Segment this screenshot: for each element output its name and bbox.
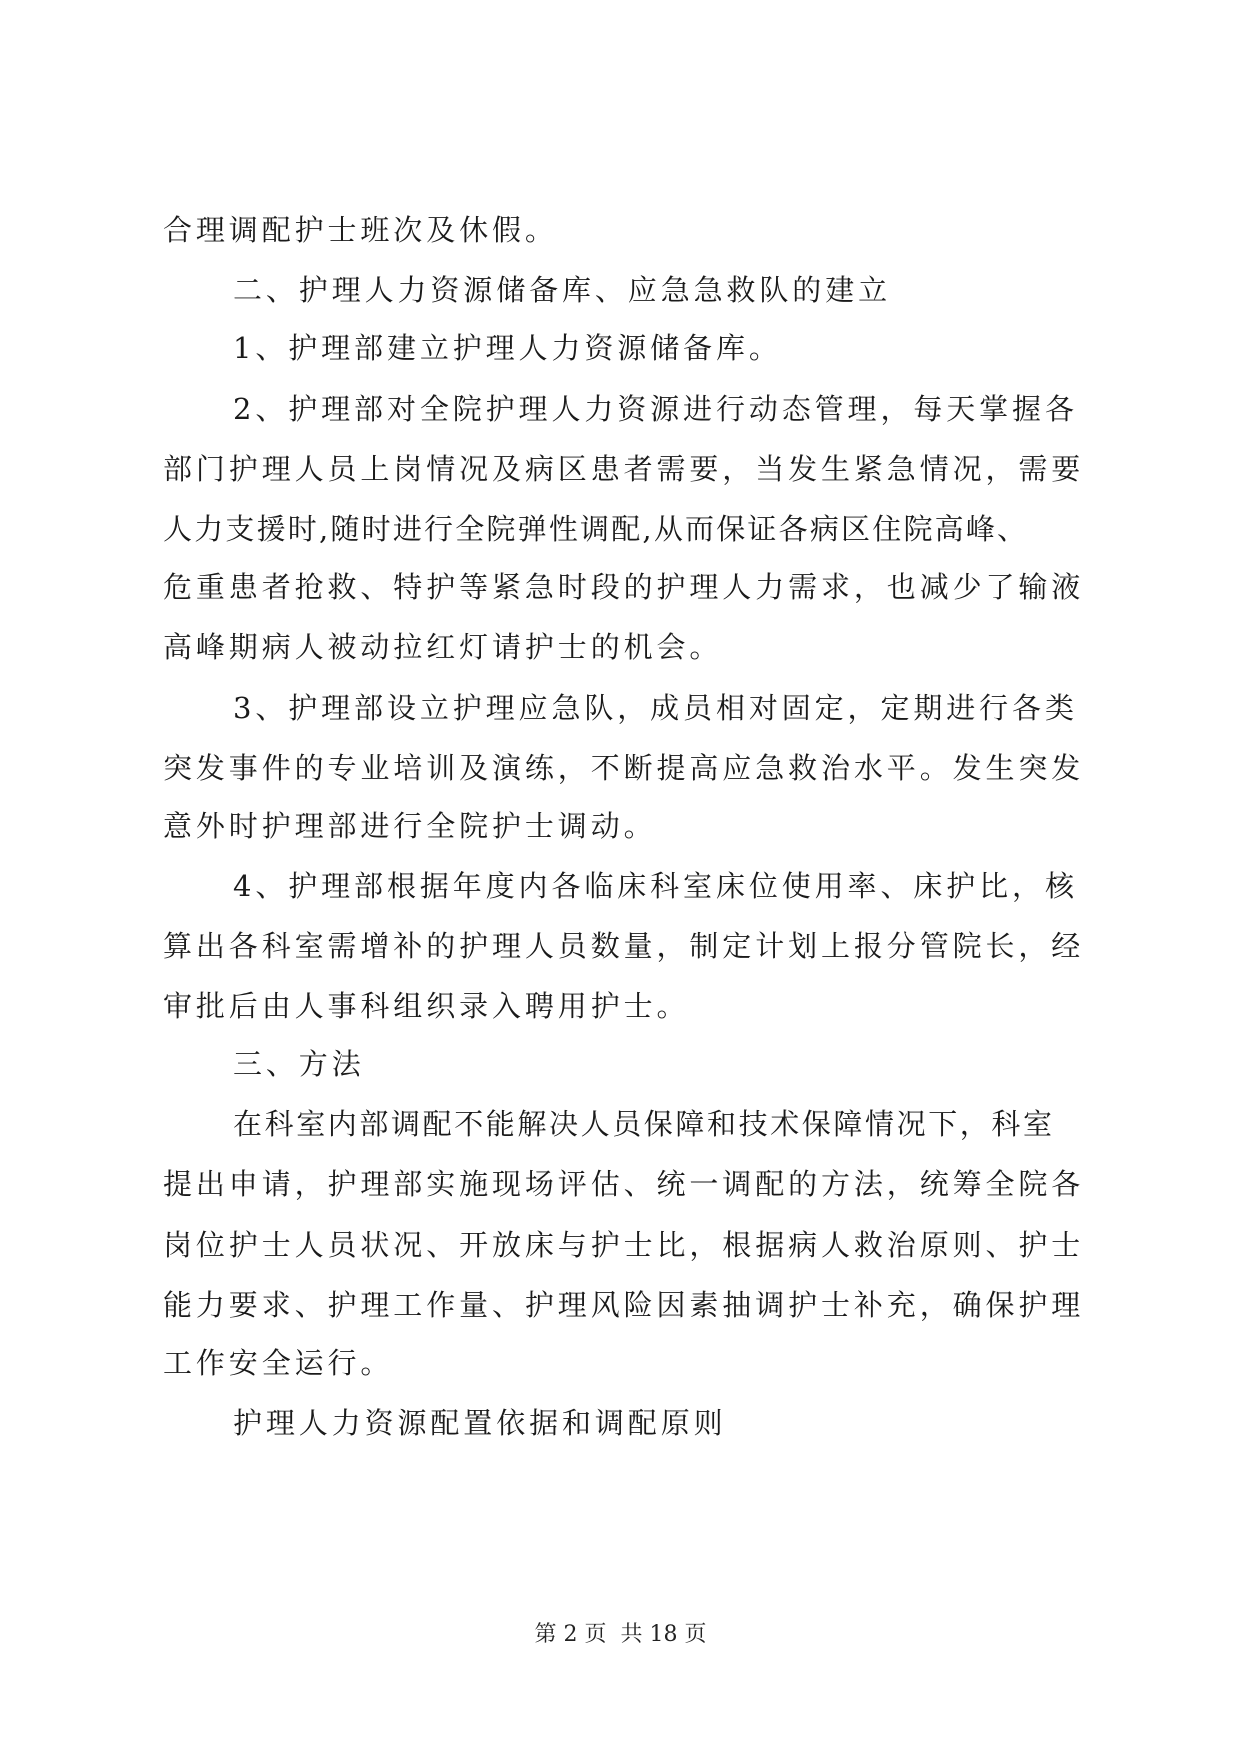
text-line-10: 突发事件的专业培训及演练，不断提高应急救治水平。发生突发	[163, 751, 1085, 785]
text-line-6: 人力支援时,随时进行全院弹性调配,从而保证各病区住院高峰、	[163, 512, 1029, 546]
text-line-13: 算出各科室需增补的护理人员数量，制定计划上报分管院长，经	[163, 929, 1085, 963]
section-heading-2: 二、护理人力资源储备库、应急急救队的建立	[233, 273, 892, 307]
text-line-8: 高峰期病人被动拉红灯请护士的机会。	[163, 630, 723, 664]
page-footer	[0, 1620, 1241, 1650]
text-line-1: 合理调配护士班次及休假。	[163, 213, 558, 247]
text-line-20: 工作安全运行。	[163, 1346, 394, 1380]
text-line-17: 提出申请，护理部实施现场评估、统一调配的方法，统筹全院各	[163, 1167, 1085, 1201]
text-line-3: 1、护理部建立护理人力资源储备库。	[233, 331, 782, 365]
text-line-7: 危重患者抢救、特护等紧急时段的护理人力需求，也减少了输液	[163, 570, 1085, 604]
text-line-11: 意外时护理部进行全院护士调动。	[163, 809, 657, 843]
text-line-12: 4、护理部根据年度内各临床科室床位使用率、床护比，核	[233, 869, 1078, 903]
text-line-16: 在科室内部调配不能解决人员保障和技术保障情况下，科室	[233, 1107, 1055, 1141]
text-line-14: 审批后由人事科组织录入聘用护士。	[163, 989, 690, 1023]
text-line-19: 能力要求、护理工作量、护理风险因素抽调护士补充，确保护理	[163, 1288, 1085, 1322]
section-heading-3: 三、方法	[233, 1047, 365, 1081]
text-line-9: 3、护理部设立护理应急队，成员相对固定，定期进行各类	[233, 691, 1078, 725]
page-number-label: 第 2 页 共 18 页	[534, 1622, 707, 1647]
text-line-5: 部门护理人员上岗情况及病区患者需要，当发生紧急情况，需要	[163, 452, 1085, 486]
section-heading-4: 护理人力资源配置依据和调配原则	[233, 1406, 727, 1440]
text-line-18: 岗位护士人员状况、开放床与护士比，根据病人救治原则、护士	[163, 1228, 1085, 1262]
text-line-4: 2、护理部对全院护理人力资源进行动态管理，每天掌握各	[233, 392, 1078, 426]
